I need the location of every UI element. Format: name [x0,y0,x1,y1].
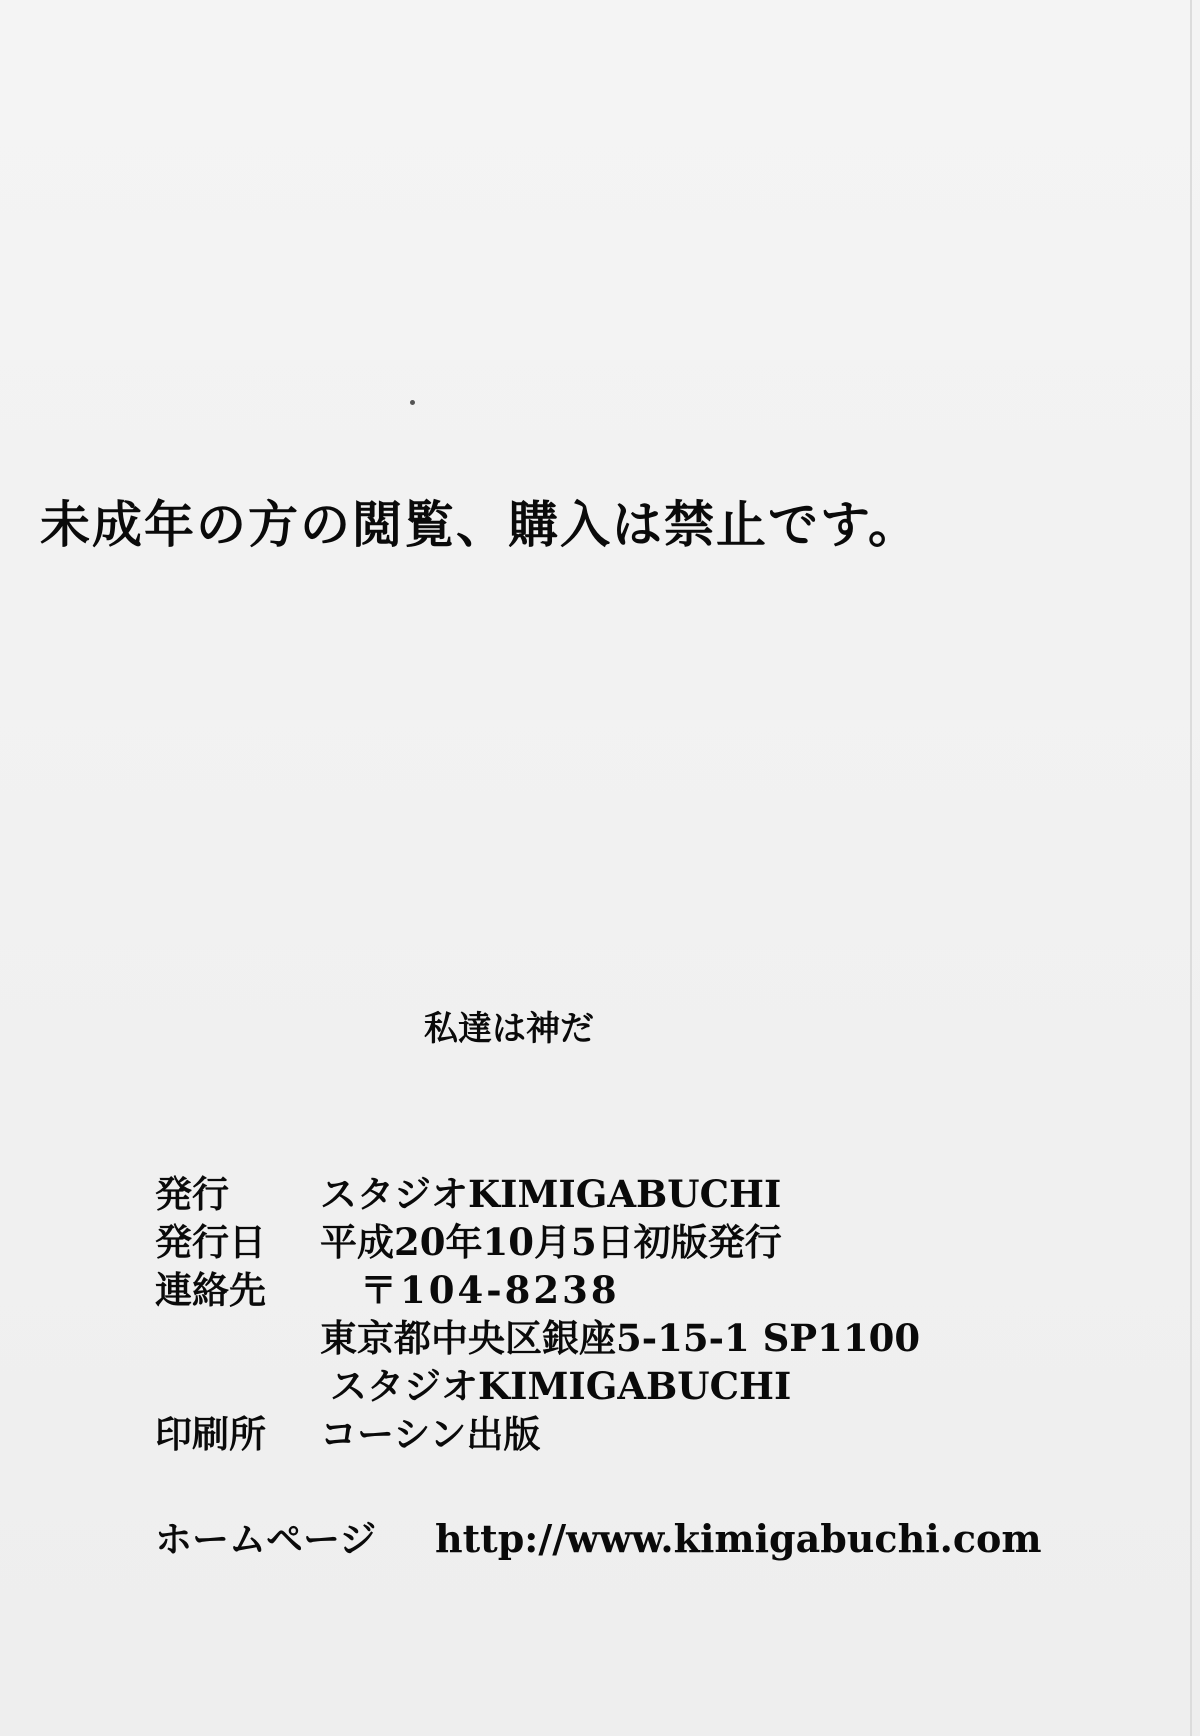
date-label: 発行日 [155,1220,266,1264]
homepage-row [155,1516,1042,1561]
publisher-value: スタジオKIMIGABUCHI [320,1172,782,1216]
homepage-url[interactable]: http://www.kimigabuchi.com [435,1516,1042,1561]
page-edge [1190,0,1192,1736]
age-restriction-notice: 未成年の方の閲覧、購入は禁止です。 [40,495,920,554]
printer-row [155,1412,1055,1464]
book-title: 私達は神だ [424,1009,594,1049]
paper-speck [410,400,415,405]
colophon [155,1172,1055,1464]
date-value: 平成20年10月5日初版発行 [320,1220,782,1264]
printer-value: コーシン出版 [320,1412,541,1456]
contact-address-row [155,1316,1055,1368]
publisher-row [155,1172,1055,1224]
homepage-label: ホームページ [155,1517,377,1561]
contact-name-row [155,1364,1055,1416]
contact-row [155,1268,1055,1320]
contact-postal-code: 〒104-8238 [360,1268,620,1312]
publisher-label: 発行 [155,1172,229,1216]
contact-label: 連絡先 [155,1268,266,1312]
date-row [155,1220,1055,1272]
printer-label: 印刷所 [155,1412,266,1456]
contact-name: スタジオKIMIGABUCHI [330,1364,792,1408]
contact-address: 東京都中央区銀座5-15-1 SP1100 [320,1316,921,1360]
